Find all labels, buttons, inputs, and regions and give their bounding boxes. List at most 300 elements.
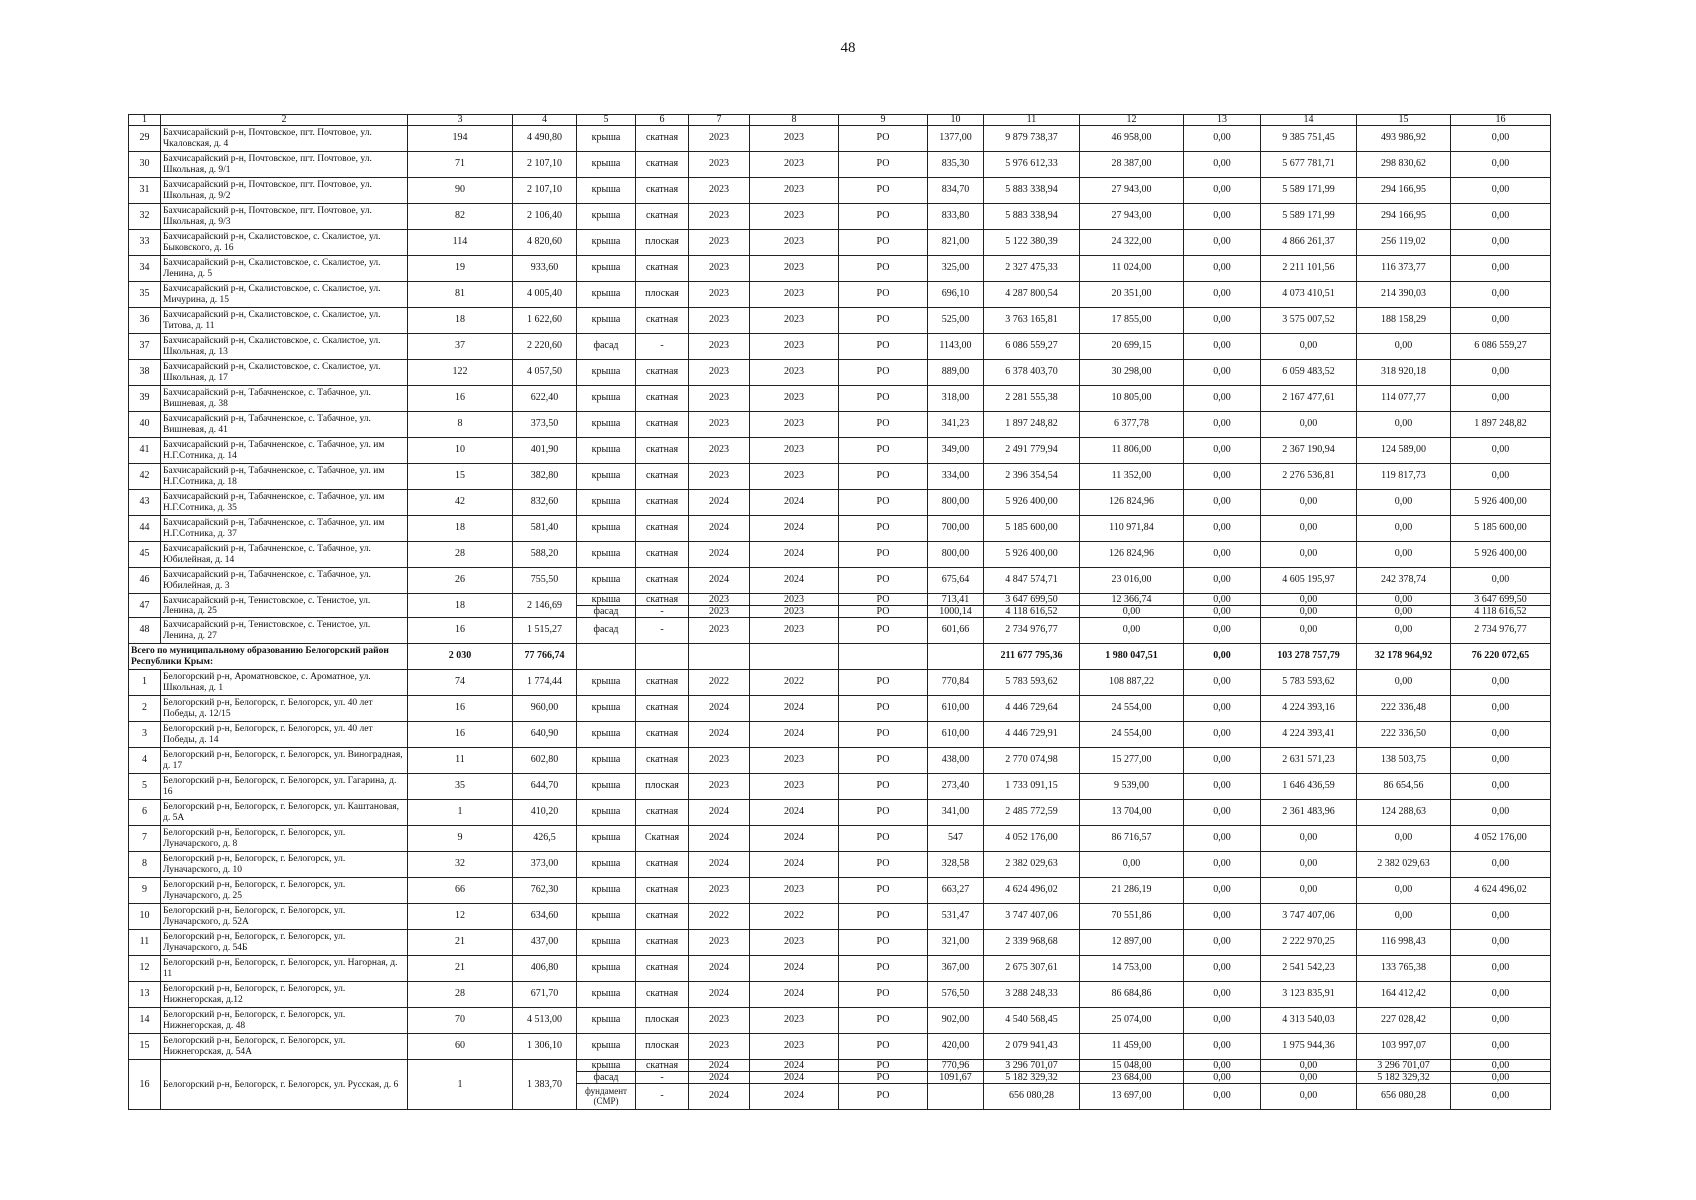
- address-cell: Белогорский р-н, Белогорск, г. Белогорск, ул. Каштановая, д. 5А: [161, 800, 408, 826]
- table-cell: РО: [839, 956, 928, 982]
- table-cell: 3 747 407,06: [1261, 904, 1357, 930]
- table-cell: крыша: [577, 800, 636, 826]
- table-cell: 2024: [750, 1084, 839, 1110]
- table-cell: 4 820,60: [513, 230, 577, 256]
- table-cell: 410,20: [513, 800, 577, 826]
- table-cell: 0,00: [1451, 852, 1551, 878]
- table-cell: 2023: [689, 606, 750, 618]
- table-cell: 2023: [750, 360, 839, 386]
- table-cell: скатная: [636, 930, 689, 956]
- table-cell: РО: [839, 774, 928, 800]
- table-row: [129, 360, 1551, 386]
- table-cell: 3 296 701,07: [984, 1060, 1080, 1072]
- table-cell: 6 378 403,70: [984, 360, 1080, 386]
- table-cell: плоская: [636, 230, 689, 256]
- table-cell: РО: [839, 982, 928, 1008]
- table-cell: крыша: [577, 308, 636, 334]
- table-cell: 2 734 976,77: [1451, 618, 1551, 644]
- table-cell: 4 287 800,54: [984, 282, 1080, 308]
- table-cell: 122: [408, 360, 513, 386]
- table-row: [129, 956, 1551, 982]
- table-cell: 834,70: [928, 178, 984, 204]
- table-cell: 2 106,40: [513, 204, 577, 230]
- table-cell: 0,00: [1184, 852, 1261, 878]
- table-cell: 656 080,28: [984, 1084, 1080, 1110]
- table-cell: скатная: [636, 178, 689, 204]
- address-cell: Бахчисарайский р-н, Табачненское, с. Табачное, ул. им Н.Г.Сотника, д. 35: [161, 490, 408, 516]
- row-number-cell: 46: [129, 568, 161, 594]
- table-row: [129, 204, 1551, 230]
- table-cell: 4 224 393,16: [1261, 696, 1357, 722]
- table-cell: 4 073 410,51: [1261, 282, 1357, 308]
- total-row: [129, 644, 1551, 670]
- row-number-cell: 6: [129, 800, 161, 826]
- table-cell: 227 028,42: [1357, 1008, 1451, 1034]
- table-cell: РО: [839, 412, 928, 438]
- table-cell: 2 146,69: [513, 594, 577, 618]
- table-cell: 6 059 483,52: [1261, 360, 1357, 386]
- table-cell: 2022: [689, 670, 750, 696]
- table-cell: 0,00: [1184, 800, 1261, 826]
- table-cell: 0,00: [1184, 722, 1261, 748]
- table-cell: 3 647 699,50: [1451, 594, 1551, 606]
- table-cell: РО: [839, 852, 928, 878]
- table-cell: РО: [839, 1008, 928, 1034]
- address-cell: Бахчисарайский р-н, Табачненское, с. Табачное, ул. им Н.Г.Сотника, д. 37: [161, 516, 408, 542]
- table-cell: 164 412,42: [1357, 982, 1451, 1008]
- table-cell: РО: [839, 606, 928, 618]
- table-cell: РО: [839, 542, 928, 568]
- table-cell: Скатная: [636, 826, 689, 852]
- table-cell: 2 281 555,38: [984, 386, 1080, 412]
- table-cell: 0,00: [1184, 982, 1261, 1008]
- table-cell: 60: [408, 1034, 513, 1060]
- row-number-cell: 48: [129, 618, 161, 644]
- table-cell: скатная: [636, 490, 689, 516]
- table-cell: 1 897 248,82: [1451, 412, 1551, 438]
- table-cell: 1 646 436,59: [1261, 774, 1357, 800]
- table-row: [129, 568, 1551, 594]
- column-number-header: 11: [984, 115, 1080, 126]
- table-cell: крыша: [577, 930, 636, 956]
- address-cell: Белогорский р-н, Белогорск, г. Белогорск, ул. Луначарского, д. 52А: [161, 904, 408, 930]
- table-cell: 0,00: [1451, 670, 1551, 696]
- table-cell: РО: [839, 256, 928, 282]
- table-cell: 82: [408, 204, 513, 230]
- table-cell: 2023: [689, 256, 750, 282]
- table-cell: скатная: [636, 852, 689, 878]
- table-cell: 2024: [689, 800, 750, 826]
- table-cell: 5 883 338,94: [984, 204, 1080, 230]
- table-cell: 0,00: [1451, 748, 1551, 774]
- table-row: [129, 412, 1551, 438]
- row-number-cell: 15: [129, 1034, 161, 1060]
- table-cell: 1: [408, 1060, 513, 1110]
- table-cell: 0,00: [1184, 1072, 1261, 1084]
- table-cell: 2023: [750, 606, 839, 618]
- row-number-cell: 44: [129, 516, 161, 542]
- table-cell: 12: [408, 904, 513, 930]
- table-cell: 2023: [750, 308, 839, 334]
- row-number-cell: 34: [129, 256, 161, 282]
- table-cell: 2023: [689, 774, 750, 800]
- table-cell: 2023: [750, 774, 839, 800]
- table-cell: 1 975 944,36: [1261, 1034, 1357, 1060]
- table-cell: 77 766,74: [513, 644, 577, 670]
- table-cell: скатная: [636, 516, 689, 542]
- table-cell: 656 080,28: [1357, 1084, 1451, 1110]
- table-cell: крыша: [577, 230, 636, 256]
- row-number-cell: 10: [129, 904, 161, 930]
- table-cell: 14 753,00: [1080, 956, 1184, 982]
- table-cell: 902,00: [928, 1008, 984, 1034]
- table-cell: плоская: [636, 282, 689, 308]
- table-cell: [928, 1084, 984, 1110]
- table-cell: 420,00: [928, 1034, 984, 1060]
- table-cell: 2023: [689, 204, 750, 230]
- table-cell: РО: [839, 568, 928, 594]
- table-cell: 0,00: [1184, 152, 1261, 178]
- table-cell: крыша: [577, 748, 636, 774]
- table-cell: 0,00: [1451, 982, 1551, 1008]
- table-cell: 0,00: [1184, 204, 1261, 230]
- address-cell: Бахчисарайский р-н, Почтовское, пгт. Почтовое, ул. Школьная, д. 9/2: [161, 178, 408, 204]
- table-cell: 835,30: [928, 152, 984, 178]
- table-cell: РО: [839, 516, 928, 542]
- table-cell: крыша: [577, 126, 636, 152]
- address-cell: Бахчисарайский р-н, Почтовское, пгт. Почтовое, ул. Школьная, д. 9/1: [161, 152, 408, 178]
- address-cell: Белогорский р-н, Белогорск, г. Белогорск, ул. Русская, д. 6: [161, 1060, 408, 1110]
- table-cell: 4 540 568,45: [984, 1008, 1080, 1034]
- table-cell: 0,00: [1184, 1034, 1261, 1060]
- table-cell: 2 361 483,96: [1261, 800, 1357, 826]
- empty-cell: [839, 644, 928, 670]
- table-cell: 1 383,70: [513, 1060, 577, 1110]
- table-cell: 10: [408, 438, 513, 464]
- table-cell: 2 220,60: [513, 334, 577, 360]
- table-cell: 0,00: [1184, 826, 1261, 852]
- table-cell: 3 123 835,91: [1261, 982, 1357, 1008]
- table-cell: -: [636, 606, 689, 618]
- table-cell: 24 322,00: [1080, 230, 1184, 256]
- table-cell: 2 367 190,94: [1261, 438, 1357, 464]
- table-cell: 74: [408, 670, 513, 696]
- table-cell: 20 351,00: [1080, 282, 1184, 308]
- table-cell: 71: [408, 152, 513, 178]
- row-number-cell: 8: [129, 852, 161, 878]
- table-cell: 0,00: [1184, 696, 1261, 722]
- table-cell: 9 879 738,37: [984, 126, 1080, 152]
- table-cell: 126 824,96: [1080, 542, 1184, 568]
- table-cell: 0,00: [1184, 956, 1261, 982]
- table-cell: 0,00: [1451, 1084, 1551, 1110]
- table-cell: РО: [839, 904, 928, 930]
- table-cell: 2023: [689, 152, 750, 178]
- table-cell: 0,00: [1451, 696, 1551, 722]
- table-cell: 46 958,00: [1080, 126, 1184, 152]
- table-cell: 2 079 941,43: [984, 1034, 1080, 1060]
- table-cell: скатная: [636, 204, 689, 230]
- table-cell: 4 052 176,00: [1451, 826, 1551, 852]
- table-cell: скатная: [636, 438, 689, 464]
- table-cell: 114 077,77: [1357, 386, 1451, 412]
- table-cell: 0,00: [1451, 722, 1551, 748]
- row-number-cell: 2: [129, 696, 161, 722]
- table-cell: 0,00: [1451, 464, 1551, 490]
- table-cell: РО: [839, 282, 928, 308]
- table-cell: 2023: [689, 1008, 750, 1034]
- table-cell: крыша: [577, 282, 636, 308]
- table-row: [129, 282, 1551, 308]
- table-cell: 211 677 795,36: [984, 644, 1080, 670]
- table-cell: 15 048,00: [1080, 1060, 1184, 1072]
- table-cell: крыша: [577, 178, 636, 204]
- table-cell: 222 336,48: [1357, 696, 1451, 722]
- table-cell: 0,00: [1184, 438, 1261, 464]
- table-cell: крыша: [577, 670, 636, 696]
- table-cell: 531,47: [928, 904, 984, 930]
- table-cell: 0,00: [1184, 670, 1261, 696]
- address-cell: Бахчисарайский р-н, Скалистовское, с. Скалистое, ул. Быковского, д. 16: [161, 230, 408, 256]
- column-number-header: 3: [408, 115, 513, 126]
- table-cell: скатная: [636, 386, 689, 412]
- table-cell: 0,00: [1184, 618, 1261, 644]
- table-cell: 373,50: [513, 412, 577, 438]
- table-cell: 1091,67: [928, 1072, 984, 1084]
- table-cell: 124 288,63: [1357, 800, 1451, 826]
- table-cell: РО: [839, 464, 928, 490]
- table-cell: -: [636, 618, 689, 644]
- table-cell: 2 211 101,56: [1261, 256, 1357, 282]
- address-cell: Бахчисарайский р-н, Скалистовское, с. Скалистое, ул. Мичурина, д. 15: [161, 282, 408, 308]
- table-cell: 4 057,50: [513, 360, 577, 386]
- table-cell: скатная: [636, 1060, 689, 1072]
- table-row: [129, 1034, 1551, 1060]
- address-cell: Белогорский р-н, Белогорск, г. Белогорск, ул. Нагорная, д. 11: [161, 956, 408, 982]
- table-cell: 0,00: [1357, 606, 1451, 618]
- table-cell: 2023: [750, 152, 839, 178]
- table-cell: 2024: [750, 516, 839, 542]
- column-number-header: 10: [928, 115, 984, 126]
- table-cell: 0,00: [1184, 1084, 1261, 1110]
- table-row: [129, 230, 1551, 256]
- table-cell: 318,00: [928, 386, 984, 412]
- table-cell: скатная: [636, 308, 689, 334]
- table-cell: 0,00: [1451, 1034, 1551, 1060]
- table-cell: 0,00: [1080, 852, 1184, 878]
- address-cell: Белогорский р-н, Белогорск, г. Белогорск, ул. Нижнегорская, д. 54А: [161, 1034, 408, 1060]
- table-cell: 0,00: [1357, 618, 1451, 644]
- table-cell: 11 459,00: [1080, 1034, 1184, 1060]
- table-cell: 833,80: [928, 204, 984, 230]
- table-row: [129, 126, 1551, 152]
- table-row: [129, 490, 1551, 516]
- table-cell: 0,00: [1261, 878, 1357, 904]
- table-cell: 4 118 616,52: [984, 606, 1080, 618]
- table-cell: 16: [408, 722, 513, 748]
- table-cell: 1 897 248,82: [984, 412, 1080, 438]
- table-cell: 23 684,00: [1080, 1072, 1184, 1084]
- table-cell: 1 622,60: [513, 308, 577, 334]
- table-cell: РО: [839, 1034, 928, 1060]
- table-cell: 700,00: [928, 516, 984, 542]
- table-cell: 86 684,86: [1080, 982, 1184, 1008]
- table-cell: 10 805,00: [1080, 386, 1184, 412]
- table-cell: скатная: [636, 878, 689, 904]
- table-cell: 5 185 600,00: [1451, 516, 1551, 542]
- table-cell: крыша: [577, 852, 636, 878]
- table-cell: 0,00: [1184, 256, 1261, 282]
- table-cell: РО: [839, 152, 928, 178]
- table-cell: 341,23: [928, 412, 984, 438]
- table-cell: 933,60: [513, 256, 577, 282]
- row-number-cell: 9: [129, 878, 161, 904]
- table-cell: 6 086 559,27: [984, 334, 1080, 360]
- table-cell: 0,00: [1184, 904, 1261, 930]
- table-cell: 547: [928, 826, 984, 852]
- table-cell: 28 387,00: [1080, 152, 1184, 178]
- table-cell: крыша: [577, 412, 636, 438]
- table-cell: 12 897,00: [1080, 930, 1184, 956]
- address-cell: Белогорский р-н, Белогорск, г. Белогорск, ул. Гагарина, д. 16: [161, 774, 408, 800]
- address-cell: Белогорский р-н, Белогорск, г. Белогорск, ул. Нижнегорская, д. 48: [161, 1008, 408, 1034]
- table-cell: 2023: [689, 438, 750, 464]
- table-cell: 0,00: [1451, 438, 1551, 464]
- table-cell: скатная: [636, 542, 689, 568]
- table-cell: 0,00: [1357, 412, 1451, 438]
- table-cell: 2024: [689, 1072, 750, 1084]
- table-cell: 0,00: [1184, 516, 1261, 542]
- table-cell: скатная: [636, 568, 689, 594]
- table-cell: 3 288 248,33: [984, 982, 1080, 1008]
- table-cell: скатная: [636, 412, 689, 438]
- table-cell: 15: [408, 464, 513, 490]
- table-cell: 2023: [750, 412, 839, 438]
- table-row: [129, 774, 1551, 800]
- table-cell: РО: [839, 490, 928, 516]
- table-cell: 124 589,00: [1357, 438, 1451, 464]
- row-number-cell: 32: [129, 204, 161, 230]
- table-cell: крыша: [577, 1060, 636, 1072]
- table-cell: 438,00: [928, 748, 984, 774]
- table-cell: скатная: [636, 126, 689, 152]
- table-cell: 0,00: [1357, 490, 1451, 516]
- table-cell: 5 589 171,99: [1261, 178, 1357, 204]
- table-cell: 675,64: [928, 568, 984, 594]
- table-cell: скатная: [636, 904, 689, 930]
- table-cell: 86 716,57: [1080, 826, 1184, 852]
- table-cell: плоская: [636, 774, 689, 800]
- row-number-cell: 42: [129, 464, 161, 490]
- table-row: [129, 852, 1551, 878]
- table-cell: 2024: [750, 852, 839, 878]
- table-cell: 832,60: [513, 490, 577, 516]
- row-number-cell: 39: [129, 386, 161, 412]
- table-cell: 294 166,95: [1357, 178, 1451, 204]
- table-cell: 2 396 354,54: [984, 464, 1080, 490]
- table-cell: 2023: [689, 230, 750, 256]
- row-number-cell: 12: [129, 956, 161, 982]
- table-cell: 0,00: [1184, 568, 1261, 594]
- table-cell: 610,00: [928, 696, 984, 722]
- table-cell: 28: [408, 542, 513, 568]
- table-cell: 214 390,03: [1357, 282, 1451, 308]
- table-cell: 2 485 772,59: [984, 800, 1080, 826]
- table-cell: 0,00: [1261, 1072, 1357, 1084]
- table-cell: 349,00: [928, 438, 984, 464]
- page-number: 48: [840, 40, 856, 56]
- table-cell: 0,00: [1184, 606, 1261, 618]
- table-cell: 5 589 171,99: [1261, 204, 1357, 230]
- table-cell: 0,00: [1451, 800, 1551, 826]
- table-cell: 0,00: [1451, 1072, 1551, 1084]
- table-cell: 23 016,00: [1080, 568, 1184, 594]
- row-number-cell: 3: [129, 722, 161, 748]
- table-cell: 2023: [689, 282, 750, 308]
- table-cell: 32: [408, 852, 513, 878]
- table-cell: 5 122 380,39: [984, 230, 1080, 256]
- table-cell: 2023: [689, 878, 750, 904]
- table-cell: 0,00: [1261, 852, 1357, 878]
- table-cell: 5 783 593,62: [984, 670, 1080, 696]
- table-cell: 2024: [689, 1084, 750, 1110]
- table-cell: крыша: [577, 568, 636, 594]
- table-cell: РО: [839, 878, 928, 904]
- table-cell: 0,00: [1261, 412, 1357, 438]
- address-cell: Бахчисарайский р-н, Скалистовское, с. Скалистое, ул. Школьная, д. 13: [161, 334, 408, 360]
- table-cell: крыша: [577, 696, 636, 722]
- table-cell: 2 167 477,61: [1261, 386, 1357, 412]
- table-cell: крыша: [577, 204, 636, 230]
- table-cell: 0,00: [1451, 308, 1551, 334]
- table-cell: РО: [839, 334, 928, 360]
- table-cell: 0,00: [1261, 490, 1357, 516]
- table-cell: РО: [839, 930, 928, 956]
- total-label: Всего по муниципальному образованию Белогорский район Республики Крым:: [129, 644, 408, 670]
- table-cell: 0,00: [1184, 490, 1261, 516]
- table-row: [129, 722, 1551, 748]
- address-cell: Белогорский р-н, Белогорск, г. Белогорск, ул. 40 лет Победы, д. 12/15: [161, 696, 408, 722]
- table-cell: 663,27: [928, 878, 984, 904]
- table-cell: 5 926 400,00: [1451, 542, 1551, 568]
- table-cell: 2 631 571,23: [1261, 748, 1357, 774]
- table-cell: 4 866 261,37: [1261, 230, 1357, 256]
- table-row: [129, 178, 1551, 204]
- table-cell: 0,00: [1451, 178, 1551, 204]
- row-number-cell: 29: [129, 126, 161, 152]
- table-cell: 1 980 047,51: [1080, 644, 1184, 670]
- table-cell: 2 222 970,25: [1261, 930, 1357, 956]
- table-cell: РО: [839, 722, 928, 748]
- table-cell: 1 774,44: [513, 670, 577, 696]
- table-cell: 4 605 195,97: [1261, 568, 1357, 594]
- table-cell: 0,00: [1184, 1008, 1261, 1034]
- table-cell: 2023: [750, 282, 839, 308]
- table-cell: 9: [408, 826, 513, 852]
- address-cell: Белогорский р-н, Белогорск, г. Белогорск, ул. Луначарского, д. 10: [161, 852, 408, 878]
- table-cell: РО: [839, 670, 928, 696]
- table-cell: крыша: [577, 826, 636, 852]
- row-number-cell: 38: [129, 360, 161, 386]
- table-cell: 2024: [689, 696, 750, 722]
- table-cell: 103 997,07: [1357, 1034, 1451, 1060]
- table-row: [129, 982, 1551, 1008]
- table-cell: 11 024,00: [1080, 256, 1184, 282]
- table-cell: 2024: [750, 1060, 839, 1072]
- table-cell: 325,00: [928, 256, 984, 282]
- row-number-cell: 13: [129, 982, 161, 1008]
- table-cell: крыша: [577, 878, 636, 904]
